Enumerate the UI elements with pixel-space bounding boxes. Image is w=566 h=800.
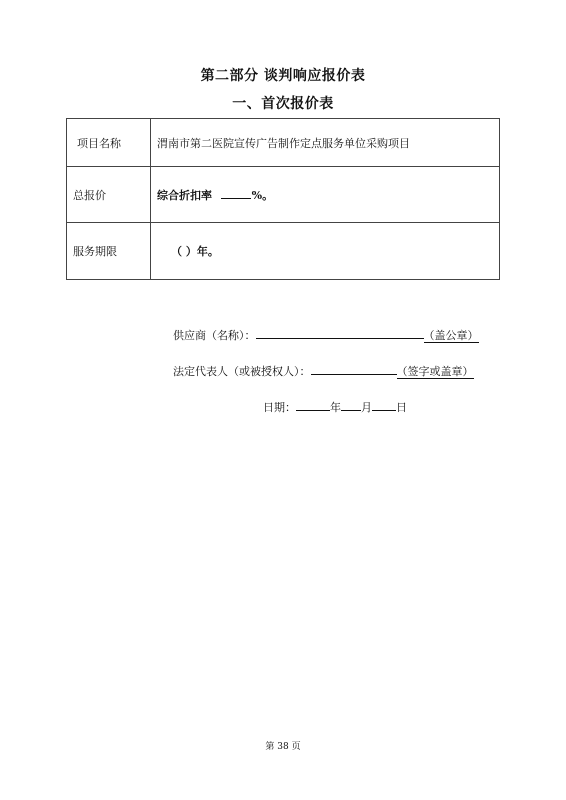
project-name-label: 项目名称 (67, 119, 151, 167)
table-row-term (67, 223, 500, 280)
year-blank[interactable] (296, 398, 330, 411)
representative-line (173, 362, 474, 379)
supplier-line (173, 326, 479, 343)
table-row-project (67, 119, 500, 167)
total-price-value (151, 167, 500, 223)
percent-suffix: %。 (251, 188, 274, 202)
discount-rate-blank[interactable] (221, 187, 251, 199)
project-name-value: 渭南市第二医院宣传广告制作定点服务单位采购项目 (151, 119, 500, 167)
discount-rate-label: 综合折扣率 (157, 188, 212, 202)
service-term-label: 服务期限 (67, 223, 151, 280)
page-number: 第 38 页 (265, 742, 301, 752)
part-title: 第二部分 谈判响应报价表 (200, 68, 366, 84)
date-label: 日期： (263, 401, 296, 414)
representative-seal: （签字或盖章） (396, 365, 474, 378)
day-blank[interactable] (372, 398, 396, 411)
month-label: 月 (361, 401, 372, 414)
quote-table (66, 118, 500, 280)
representative-label: 法定代表人（或被授权人）： (173, 365, 311, 378)
month-blank[interactable] (341, 398, 361, 411)
service-term-value: （ ）年。 (151, 223, 500, 280)
day-label: 日 (396, 401, 407, 414)
supplier-label: 供应商（名称）： (173, 329, 256, 342)
total-price-label: 总报价 (67, 167, 151, 223)
supplier-blank[interactable] (256, 326, 424, 339)
section-title: 一、首次报价表 (232, 96, 334, 112)
year-label: 年 (330, 401, 341, 414)
date-line (263, 398, 407, 415)
representative-blank[interactable] (311, 362, 397, 375)
table-row-price (67, 167, 500, 223)
supplier-seal: （盖公章） (423, 329, 479, 342)
